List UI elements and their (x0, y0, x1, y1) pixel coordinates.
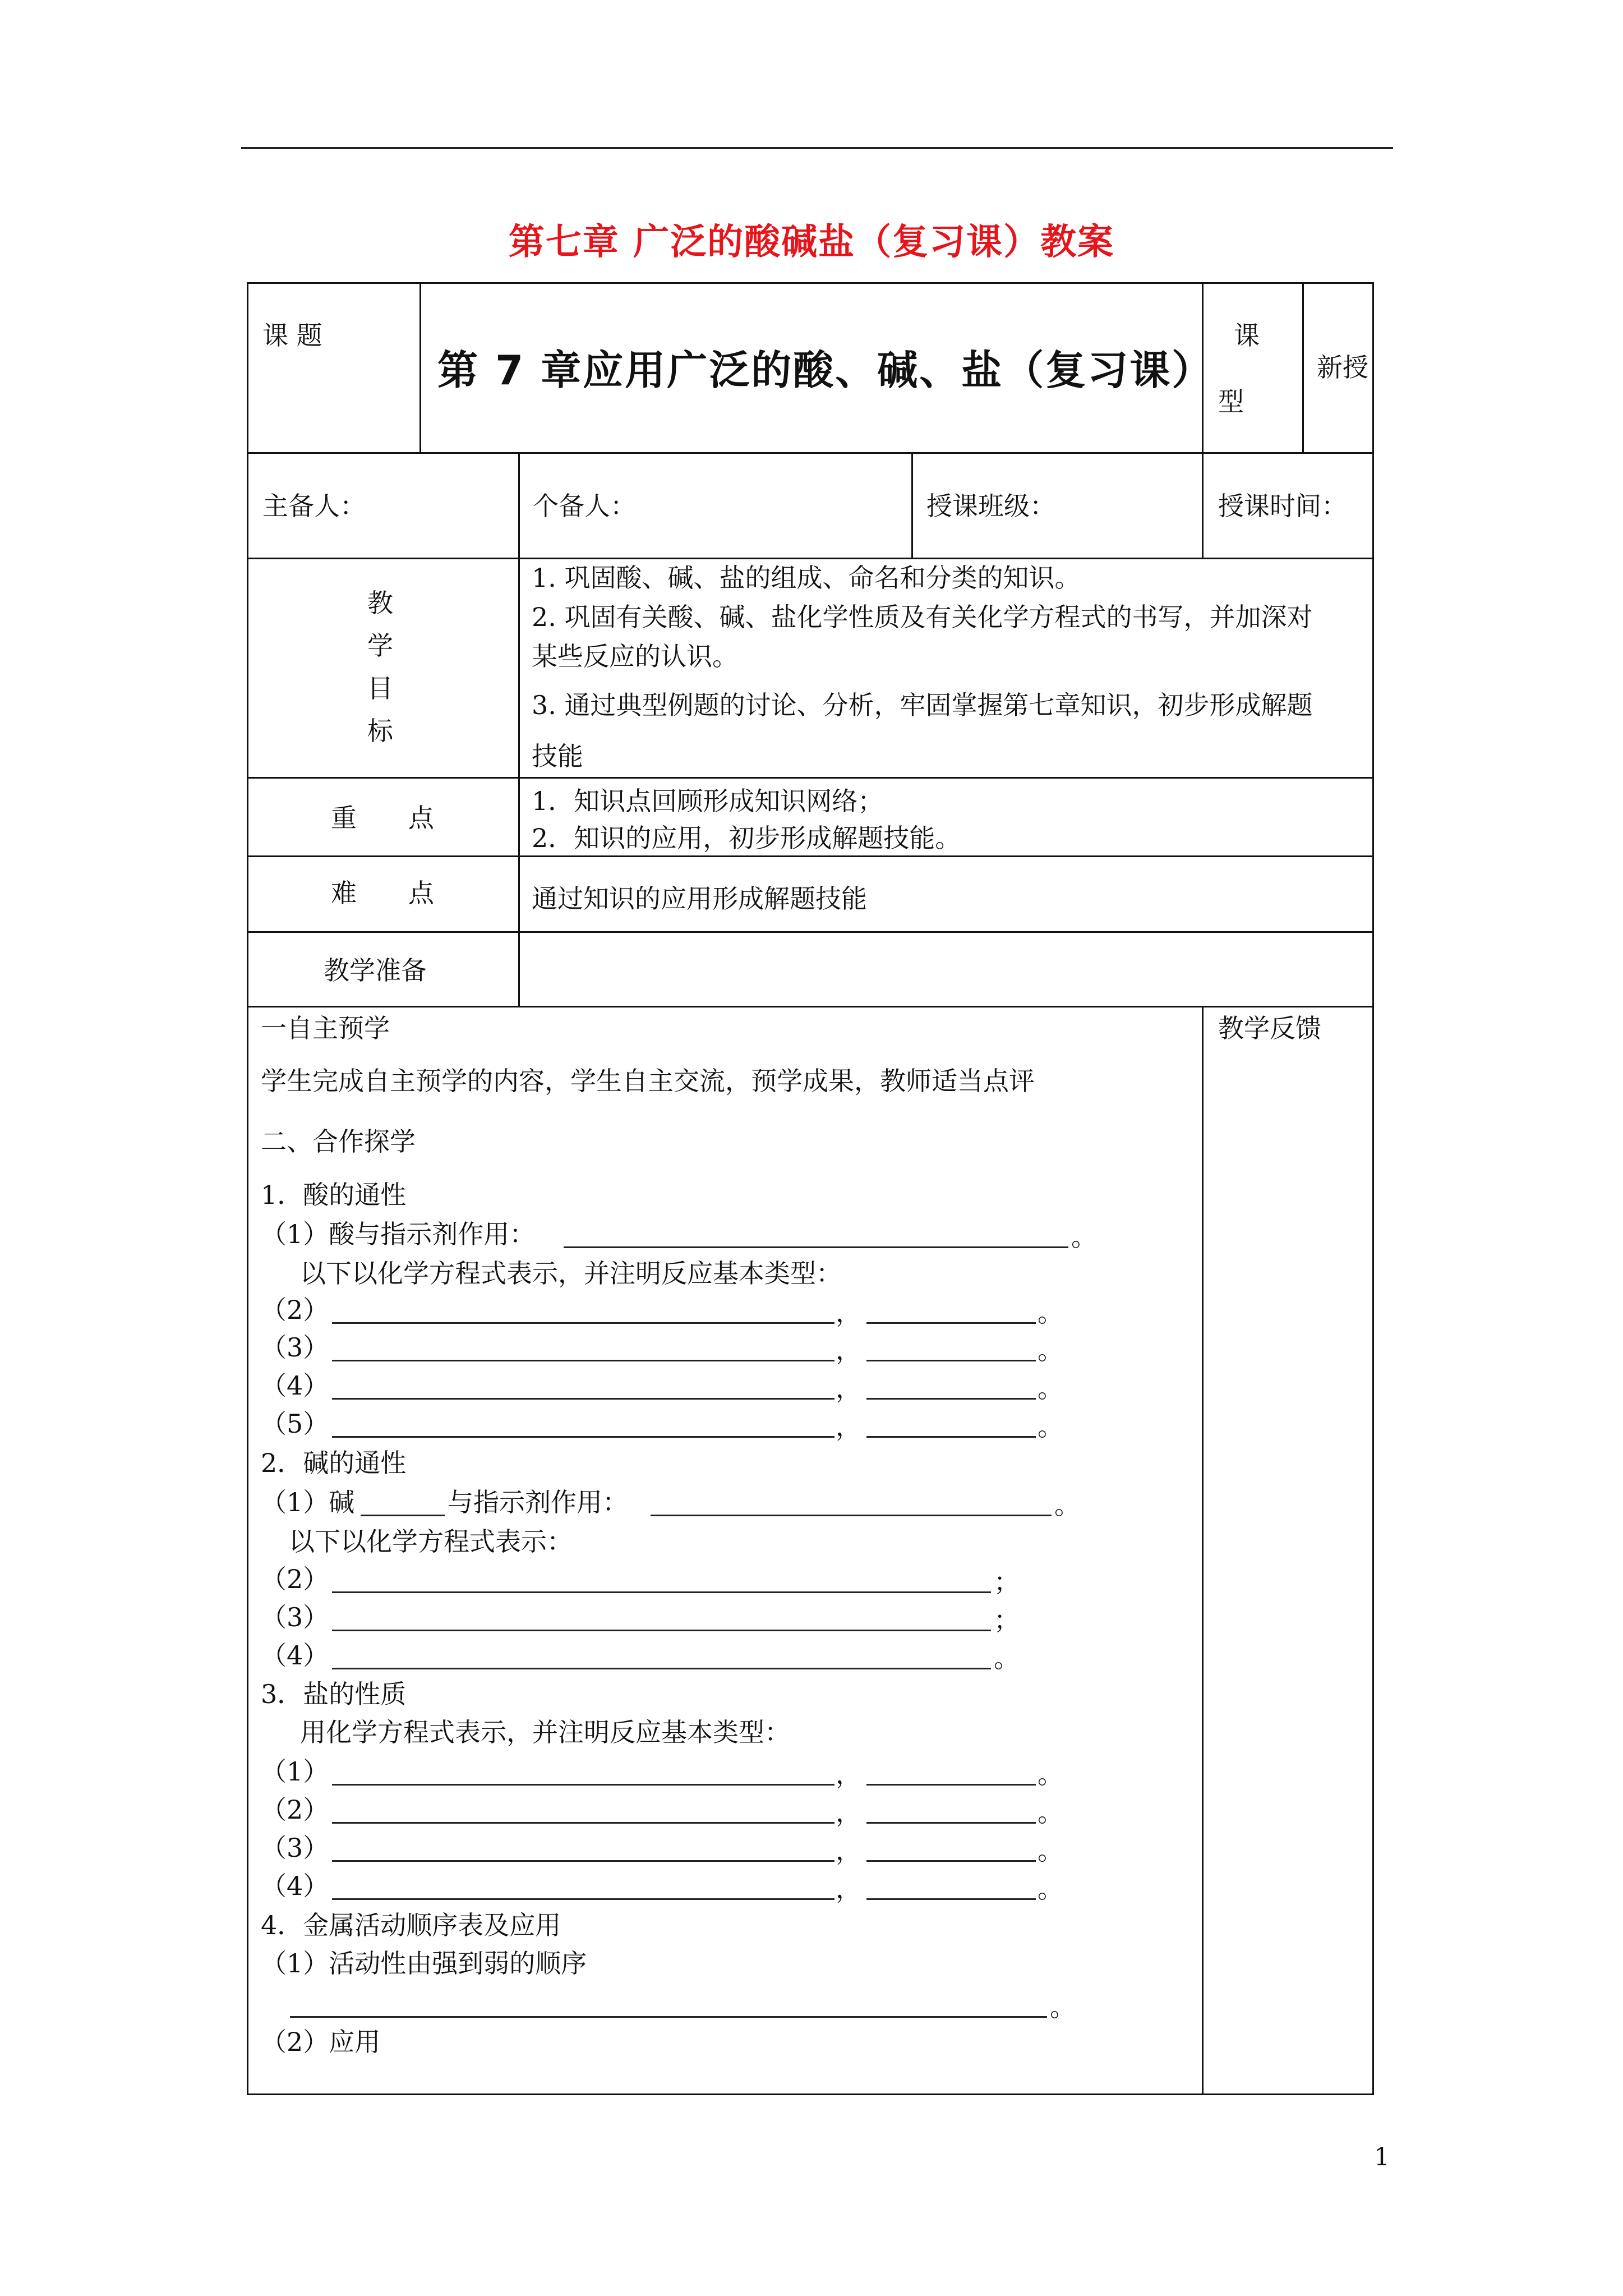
objectives-label-char: 教 (367, 588, 393, 618)
answer-blank[interactable] (332, 1591, 991, 1593)
base-indicator-label-b: 与指示剂作用： (448, 1487, 628, 1517)
row-divider (247, 452, 1374, 454)
punctuation: ， (836, 1373, 861, 1404)
punctuation: 。 (1038, 1759, 1063, 1789)
answer-blank[interactable] (332, 1360, 834, 1361)
cell-divider (419, 282, 421, 452)
answer-blank[interactable] (290, 2016, 1047, 2018)
answer-blank[interactable] (332, 1898, 834, 1900)
answer-blank[interactable] (332, 1784, 834, 1786)
section-2-title: 二、合作探学 (261, 1126, 416, 1157)
punctuation: ； (994, 1605, 1020, 1635)
row-divider (247, 777, 1374, 779)
cell-divider (911, 452, 913, 558)
objective-line: 3. 通过典型例题的讨论、分析，牢固掌握第七章知识，初步形成解题 (532, 690, 1313, 720)
document-title: 第七章 广泛的酸碱盐（复习课）教案 (508, 221, 1115, 263)
lesson-topic: 第 7 章应用广泛的酸、碱、盐（复习课） (437, 347, 1214, 394)
answer-blank[interactable] (332, 1436, 834, 1438)
feedback-label: 教学反馈 (1218, 1013, 1321, 1043)
difficulties-label: 难 点 (331, 878, 434, 908)
objectives-label-char: 目 (367, 673, 393, 703)
type-label-2: 型 (1218, 386, 1244, 417)
answer-blank[interactable] (332, 1668, 991, 1669)
table-border-right (1372, 282, 1374, 2095)
row-divider (247, 1006, 1374, 1007)
punctuation: 。 (1071, 1222, 1097, 1252)
key-point-line: 1．知识点回顾形成知识网络； (532, 786, 884, 816)
acid-indicator-label: （1）酸与指示剂作用： (261, 1219, 536, 1249)
table-border-bottom (247, 2093, 1374, 2095)
punctuation: ， (836, 1759, 861, 1789)
punctuation: 。 (1050, 1992, 1076, 2022)
cell-divider (1202, 452, 1204, 558)
item-number: （4） (261, 1871, 329, 1901)
punctuation: 。 (1054, 1490, 1080, 1520)
punctuation: ， (836, 1411, 861, 1442)
answer-blank[interactable] (564, 1246, 1068, 1248)
row-divider (247, 558, 1374, 559)
item-number: （3） (261, 1602, 329, 1632)
row-divider (247, 855, 1374, 857)
punctuation: 。 (1038, 1335, 1063, 1365)
base-note: 以下以化学方程式表示： (289, 1526, 573, 1557)
cell-divider (1302, 282, 1304, 452)
punctuation: ； (994, 1567, 1020, 1597)
section-1-title: 一自主预学 (261, 1013, 390, 1043)
answer-blank[interactable] (651, 1515, 1052, 1516)
reaction-type-blank[interactable] (866, 1784, 1036, 1786)
salt-title: 3．盐的性质 (261, 1679, 407, 1709)
header-rule (241, 147, 1393, 149)
reaction-type-blank[interactable] (866, 1436, 1036, 1438)
punctuation: ， (836, 1797, 861, 1828)
item-number: （2） (261, 1795, 329, 1825)
punctuation: 。 (1038, 1797, 1063, 1828)
individual-preparer-label: 个备人： (533, 491, 636, 521)
reaction-type-blank[interactable] (866, 1360, 1036, 1361)
lesson-type-value: 新授 (1317, 352, 1368, 383)
type-label-1: 课 (1234, 320, 1260, 351)
objective-line: 某些反应的认识。 (532, 641, 738, 671)
answer-blank[interactable] (332, 1860, 834, 1862)
objectives-label-char: 标 (367, 716, 393, 746)
item-number: （1） (261, 1756, 329, 1787)
preparation-label: 教学准备 (324, 955, 427, 986)
objective-line: 2. 巩固有关酸、碱、盐化学性质及有关化学方程式的书写，并加深对 (532, 602, 1313, 632)
acid-note: 以下以化学方程式表示，并注明反应基本类型： (300, 1258, 842, 1289)
answer-blank[interactable] (332, 1630, 991, 1631)
reaction-type-blank[interactable] (866, 1860, 1036, 1862)
metal-application-label: （2）应用 (261, 2027, 381, 2057)
cell-divider (518, 558, 520, 1006)
objectives-label-char: 学 (367, 631, 393, 661)
punctuation: 。 (1038, 1373, 1063, 1404)
punctuation: 。 (1038, 1835, 1063, 1866)
punctuation: ， (836, 1835, 861, 1866)
punctuation: ， (836, 1335, 861, 1365)
main-preparer-label: 主备人： (262, 491, 366, 521)
class-label: 授课班级： (926, 491, 1055, 521)
item-number: （2） (261, 1564, 329, 1594)
answer-blank[interactable] (332, 1822, 834, 1824)
difficulties-text: 通过知识的应用形成解题技能 (532, 884, 867, 914)
objective-line: 1. 巩固酸、碱、盐的组成、命名和分类的知识。 (532, 563, 1081, 593)
answer-blank[interactable] (332, 1398, 834, 1400)
topic-label: 课 题 (262, 320, 322, 351)
acid-title: 1．酸的通性 (261, 1180, 407, 1210)
salt-note: 用化学方程式表示，并注明反应基本类型： (300, 1717, 790, 1747)
item-number: （4） (261, 1640, 329, 1671)
item-number: （3） (261, 1833, 329, 1863)
table-border-top (247, 282, 1374, 284)
punctuation: 。 (1038, 1874, 1063, 1904)
reaction-type-blank[interactable] (866, 1822, 1036, 1824)
key-point-line: 2．知识的应用，初步形成解题技能。 (532, 823, 961, 853)
table-border-left (247, 282, 248, 2095)
cell-divider (1202, 1006, 1204, 2095)
metal-title: 4．金属活动顺序表及应用 (261, 1910, 561, 1940)
punctuation: 。 (994, 1643, 1020, 1673)
key-points-label: 重 点 (331, 803, 434, 833)
punctuation: 。 (1038, 1297, 1063, 1328)
row-divider (247, 931, 1374, 933)
answer-blank[interactable] (332, 1322, 834, 1324)
item-number: （2） (261, 1295, 329, 1325)
answer-blank[interactable] (361, 1515, 445, 1516)
metal-order-label: （1）活动性由强到弱的顺序 (261, 1948, 587, 1978)
objective-line: 技能 (532, 741, 583, 771)
base-indicator-label-a: （1）碱 (261, 1487, 355, 1517)
page-number: 1 (1374, 2143, 1390, 2171)
section-1-text: 学生完成自主预学的内容，学生自主交流，预学成果，教师适当点评 (261, 1066, 1035, 1096)
reaction-type-blank[interactable] (866, 1322, 1036, 1324)
reaction-type-blank[interactable] (866, 1898, 1036, 1900)
reaction-type-blank[interactable] (866, 1398, 1036, 1400)
time-label: 授课时间： (1218, 491, 1347, 521)
cell-divider (518, 452, 520, 558)
punctuation: 。 (1038, 1411, 1063, 1442)
base-title: 2．碱的通性 (261, 1448, 407, 1478)
item-number: （3） (261, 1332, 329, 1363)
punctuation: ， (836, 1297, 861, 1328)
item-number: （4） (261, 1370, 329, 1401)
item-number: （5） (261, 1409, 329, 1439)
punctuation: ， (836, 1874, 861, 1904)
